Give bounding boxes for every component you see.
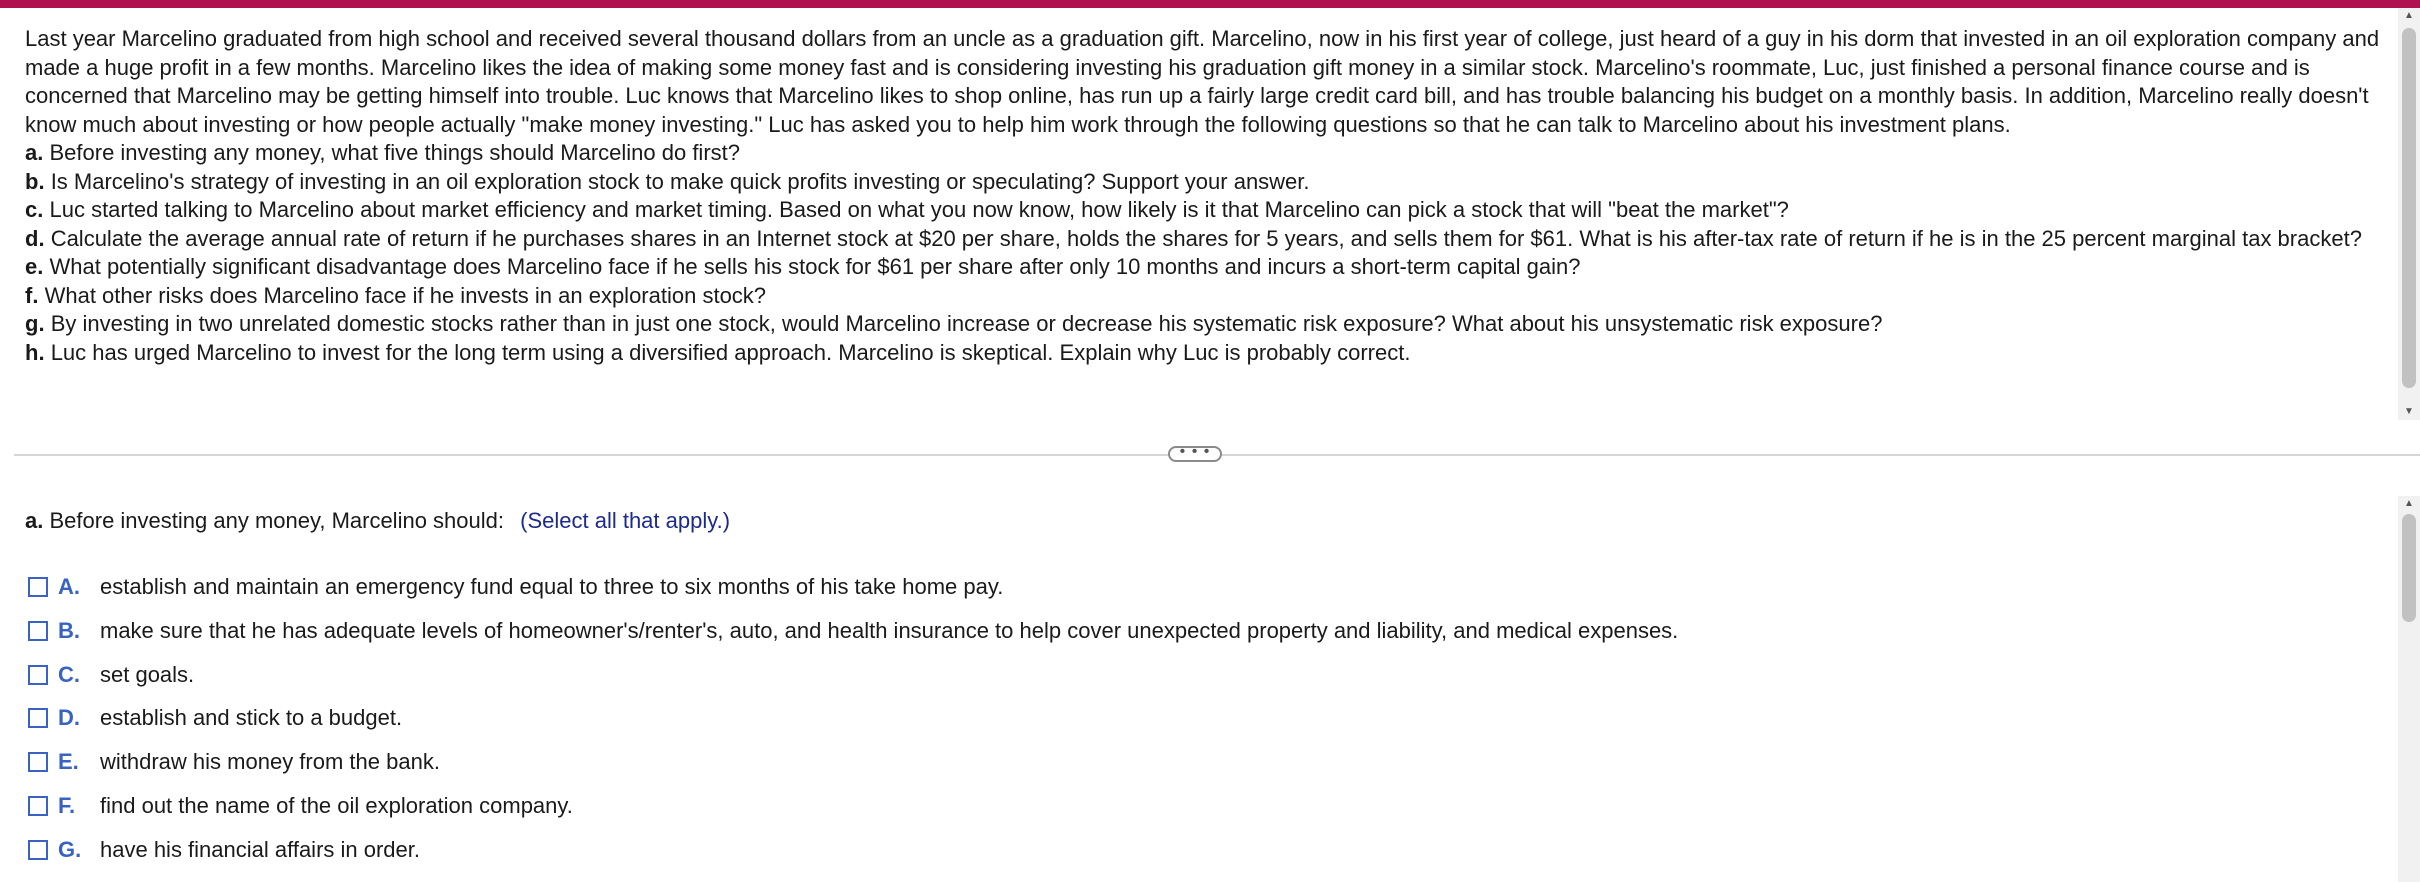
choice-text: establish and maintain an emergency fund equal to three to six months of his take home pay. (100, 574, 1004, 599)
question-text: What other risks does Marcelino face if he invests in an exploration stock? (44, 282, 767, 308)
choice-e[interactable] (28, 747, 440, 777)
checkbox-b[interactable] (28, 621, 48, 641)
choice-letter: G. (58, 837, 82, 862)
choice-text: set goals. (100, 662, 195, 687)
question-f (25, 282, 2397, 311)
choice-letter: E. (58, 749, 79, 774)
question-b (25, 168, 2397, 197)
question-letter: d. (25, 225, 45, 251)
answer-scrollbar[interactable] (2398, 496, 2420, 882)
question-letter: a. (25, 140, 44, 165)
answer-question-letter: a. (25, 508, 44, 533)
question-text: Is Marcelino's strategy of investing in an oil exploration stock to make quick profits investing or speculating? Support your answer. (50, 168, 1310, 194)
problem-intro-continued (25, 111, 2397, 140)
choice-c[interactable] (28, 660, 194, 690)
problem-intro-part1: Last year Marcelino graduated from high school and received several thousand dollars from an uncle as a graduation gift. Marcelino, now in his first year of college, just heard of a guy in his dorm that invested in an oil exploration company and made a huge profit in a few months. Marcelino likes the idea of making some money fast and is considering investing his graduation gift money in a similar stock. Marcelino's roommate, Luc, just finished a personal finance course and is concerned that Marcelino may be getting himself into trouble. Luc knows that Marcelino likes to shop online, has run up a fairly large credit card bill, and has trouble balancing his budget on a monthly basis. In addition, Marcelino really doesn't (25, 26, 2380, 108)
choice-letter: A. (58, 574, 80, 599)
question-text: Before investing any money, what five things should Marcelino do first? (49, 140, 740, 165)
question-text: Luc started talking to Marcelino about market efficiency and market timing. Based on what you now know, how likely is it that Marcelino can pick a stock that will "beat the market"? (49, 197, 1789, 222)
question-letter: c. (25, 197, 44, 222)
answer-pane (0, 470, 2398, 882)
checkbox-a[interactable] (28, 577, 48, 597)
choice-text: withdraw his money from the bank. (100, 749, 440, 774)
question-text: Luc has urged Marcelino to invest for the long term using a diversified approach. Marcelino is skeptical. Explain why Luc is probably correct. (50, 339, 1411, 365)
choice-a[interactable] (28, 572, 1003, 602)
answer-scroll-thumb[interactable] (2402, 514, 2416, 622)
problem-intro-part2: know much about investing or how people actually "make money investing." Luc has asked you to help him work through the following questions so that he can talk to Marcelino about his investment plans. (25, 111, 2011, 137)
checkbox-c[interactable] (28, 665, 48, 685)
question-letter: h. (25, 339, 45, 365)
choice-d[interactable] (28, 703, 402, 733)
checkbox-d[interactable] (28, 708, 48, 728)
question-text: By investing in two unrelated domestic stocks rather than in just one stock, would Marcelino increase or decrease his systematic risk exposure? What about his unsystematic risk exposure? (50, 311, 1883, 336)
top-accent-bar (0, 0, 2420, 8)
checkbox-f[interactable] (28, 796, 48, 816)
question-c (25, 196, 2397, 225)
choice-text: have his financial affairs in order. (100, 837, 420, 862)
choice-b[interactable] (28, 616, 1678, 646)
scroll-up-arrow-icon[interactable]: ▲ (2404, 10, 2414, 21)
problem-intro (25, 25, 2397, 111)
question-e (25, 253, 2397, 282)
problem-scrollbar[interactable] (2398, 8, 2420, 420)
question-h (25, 339, 2397, 368)
choice-letter: D. (58, 705, 80, 730)
pane-resize-handle[interactable]: • • • (1168, 446, 1222, 462)
question-text: Calculate the average annual rate of return if he purchases shares in an Internet stock at $20 per share, holds the shares for 5 years, and sells them for $61. What is his after-tax rate of return if he is in the 25 percent marginal tax bracket? (50, 225, 2362, 251)
choice-text: find out the name of the oil exploration company. (100, 793, 573, 818)
problem-statement (25, 25, 2397, 367)
choice-text: make sure that he has adequate levels of homeowner's/renter's, auto, and health insurance to help cover unexpected property and liability, and medical expenses. (100, 618, 1679, 643)
choice-text: establish and stick to a budget. (100, 705, 403, 730)
checkbox-e[interactable] (28, 752, 48, 772)
choice-g[interactable] (28, 835, 420, 865)
problem-scroll-thumb[interactable] (2402, 28, 2416, 388)
question-letter: e. (25, 254, 44, 279)
problem-pane (0, 8, 2398, 446)
question-text: What potentially significant disadvantage does Marcelino face if he sells his stock for $61 per share after only 10 months and incurs a short-term capital gain? (49, 254, 1581, 279)
checkbox-g[interactable] (28, 840, 48, 860)
question-letter: g. (25, 311, 45, 336)
answer-question-text: Before investing any money, Marcelino should: (49, 508, 504, 533)
answer-question (25, 506, 730, 536)
choice-f[interactable] (28, 791, 573, 821)
question-letter: b. (25, 168, 45, 194)
question-letter: f. (25, 282, 39, 308)
question-a (25, 139, 2397, 168)
question-g (25, 310, 2397, 339)
scroll-up-arrow-icon[interactable]: ▲ (2404, 498, 2414, 509)
select-all-instruction: (Select all that apply.) (520, 508, 731, 533)
choice-letter: B. (58, 618, 80, 643)
choice-letter: F. (58, 793, 76, 818)
scroll-down-arrow-icon[interactable]: ▼ (2404, 406, 2414, 417)
question-d (25, 225, 2397, 254)
choice-letter: C. (58, 662, 80, 687)
